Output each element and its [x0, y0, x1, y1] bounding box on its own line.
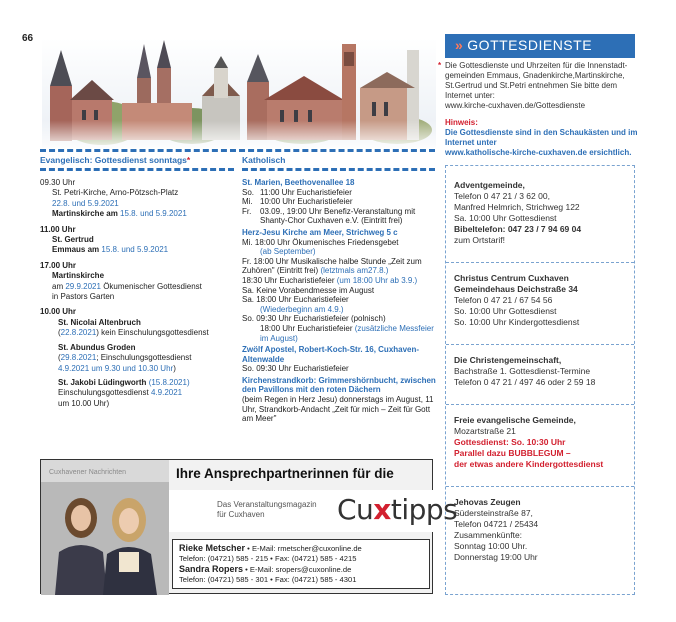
community-divider — [446, 262, 634, 263]
intro-url: www.kirche-cuxhaven.de/Gottesdienste — [445, 101, 586, 110]
community-line: Telefon 0 47 21 / 67 54 56 — [454, 295, 553, 305]
community-block — [454, 180, 626, 246]
mass-row: Mi. 10:00 Uhr Eucharistiefeier — [242, 197, 353, 207]
intro-body: Die Gottesdienste und Uhrzeiten für die Innenstadt-gemeinden Emmaus, Gnadenkirche,Martinskirche, St.Gertrud und St.Petri entnehmen Sie bitte dem Internet unter: — [445, 61, 628, 100]
service-line: St. Petri-Kirche, Arno-Pötzsch-Platz — [52, 188, 179, 198]
mass-row: Sa. Keine Vorabendmesse im August — [242, 285, 375, 295]
mass-row: 18:00 Uhr Eucharistiefeier (zusätzliche Messfeier im August) — [260, 323, 434, 343]
community-line: Gottesdienst: So. 10:30 Uhr — [454, 437, 566, 447]
contact-1: Rieke Metscher • E-Mail: rmetscher@cuxonline.de — [179, 543, 362, 553]
sign-text: Cuxhavener Nachrichten — [49, 469, 127, 476]
parish-section — [242, 345, 438, 374]
community-line: Zusammenkünfte: — [454, 530, 523, 540]
service-line: St. Jakobi Lüdingworth (15.8.2021) — [58, 377, 190, 387]
intro-text — [438, 61, 645, 111]
katholisch-column — [242, 178, 438, 426]
page-number: 66 — [22, 33, 34, 44]
community-line: zum Ortstarif! — [454, 235, 506, 245]
contact-1-phone: Telefon: (04721) 585 - 215 • Fax: (04721) 585 - 4215 — [179, 554, 357, 563]
service-dates: 22.8. und 5.9.2021 — [52, 198, 119, 208]
hint-body: Die Gottesdienste sind in den Schaukästen und im Internet unter www.katholische-kirche-cuxhaven.de ersichtlich. — [445, 128, 638, 157]
service-line: in Pastors Garten — [52, 292, 115, 302]
katholisch-divider — [242, 168, 435, 171]
service-line: St. Abundus Groden — [58, 342, 136, 352]
mass-row: So. 11:00 Uhr Eucharistiefeier — [242, 187, 352, 197]
service-block — [40, 261, 234, 303]
logo-brand: Cuxtipps — [337, 493, 458, 526]
service-line: Martinskirche — [52, 271, 105, 281]
community-line: Telefon 04721 / 25434 — [454, 519, 539, 529]
community-name: Adventgemeinde, — [454, 180, 525, 190]
mass-row: So. 09:30 Uhr Eucharistiefeier — [242, 364, 349, 374]
community-line: Sonntag 10:00 Uhr. — [454, 541, 528, 551]
service-line: am 29.9.2021 Ökumenischer Gottesdienst — [52, 281, 202, 291]
service-line: St. Nicolai Altenbruch — [58, 317, 141, 327]
churches-banner — [42, 38, 436, 148]
community-line: Bachstraße 1. Gottesdienst-Termine — [454, 366, 591, 376]
contact-2: Sandra Ropers • E-Mail: sropers@cuxonline.de — [179, 564, 352, 574]
contact-2-phone: Telefon: (04721) 585 - 301 • Fax: (04721) 585 - 4301 — [179, 575, 357, 584]
parish-section — [242, 376, 438, 424]
community-divider — [446, 486, 634, 487]
parish-name: St. Marien, Beethovenallee 18 — [242, 178, 355, 187]
mass-row: Fr. 03.09., 19:00 Uhr Benefiz-Veranstaltung mit Shanty-Chor Cuxhaven e.V. (Eintritt frei) — [242, 206, 416, 226]
service-line: St. Gertrud — [52, 235, 94, 245]
katholisch-header: Katholisch — [242, 155, 286, 165]
evangelisch-column — [40, 178, 234, 414]
community-line: Donnerstag 19:00 Uhr — [454, 552, 538, 562]
community-line: Bibeltelefon: 047 23 / 7 94 69 04 — [454, 224, 582, 234]
mass-row: Fr. 18:00 Uhr Musikalische halbe Stunde „Zeit zum Zuhören" (Eintritt frei) (letztmals am27.8.) — [242, 256, 422, 276]
service-line: Emmaus am 15.8. und 5.9.2021 — [52, 245, 169, 255]
intro-star: * — [438, 61, 442, 70]
service-line: Einschulungsgottesdienst 4.9.2021 — [58, 388, 183, 398]
cuxtipps-logo — [169, 490, 458, 532]
service-line: 4.9.2021 um 9.30 und 10.30 Uhr) — [58, 363, 176, 373]
mass-row: Sa. 18:00 Uhr Eucharistiefeier (Wiederbeginn am 4.9.) — [242, 295, 349, 314]
community-name: Jehovas Zeugen — [454, 497, 521, 507]
community-line: Sa. 10:00 Uhr Gottesdienst — [454, 213, 557, 223]
community-name: Freie evangelische Gemeinde, — [454, 415, 576, 425]
mass-row: (beim Regen in Herz Jesu) donnerstags im August, 11 Uhr, Strandkorb-Andacht „Zeit für mich – Zeit für Gott am Meer" — [242, 395, 434, 424]
evangelisch-divider — [40, 168, 234, 171]
community-block — [454, 415, 626, 470]
parish-name: Zwölf Apostel, Robert-Koch-Str. 16, Cuxhaven-Altenwalde — [242, 345, 420, 364]
communities-box — [445, 165, 635, 595]
community-line: Telefon 0 47 21 / 497 46 oder 2 59 18 — [454, 377, 596, 387]
parish-section — [242, 228, 438, 343]
logo-tagline: Das Veranstaltungsmagazin für Cuxhaven — [217, 500, 317, 519]
community-line: So. 10:00 Uhr Kindergottesdienst — [454, 317, 580, 327]
contacts-photo — [41, 460, 169, 595]
community-line: Telefon 0 47 21 / 3 62 00, — [454, 191, 550, 201]
parish-name: Kirchenstrandkorb: Grimmershörnbucht, zwischen den Pavillons mit den roten Dächern — [242, 375, 436, 395]
community-name: Die Christengemeinschaft, — [454, 355, 562, 365]
service-line: um 10.00 Uhr) — [58, 398, 110, 408]
churches-illustration — [42, 38, 436, 148]
section-title-bar — [445, 34, 635, 58]
community-block — [454, 355, 626, 388]
community-divider — [446, 344, 634, 345]
community-divider — [446, 404, 634, 405]
community-line: der etwas andere Kindergottesdienst — [454, 459, 604, 469]
advertisement — [40, 459, 458, 594]
service-time: 11.00 Uhr — [40, 224, 76, 234]
community-block — [454, 273, 626, 328]
contacts-box — [172, 539, 430, 589]
community-line: Südersteinstraße 87, — [454, 508, 533, 518]
service-time: 17.00 Uhr — [40, 260, 77, 270]
service-time: 10.00 Uhr — [40, 307, 77, 317]
ad-headline: Ihre Ansprechpartnerinnen für die — [176, 466, 394, 481]
hint-url: www.katholische-kirche-cuxhaven.de ersichtlich. — [445, 148, 632, 157]
community-line: Mozartstraße 21 — [454, 426, 516, 436]
mass-row: So. 09:30 Uhr Eucharistiefeier (polnisch) — [242, 314, 386, 324]
title-arrow-icon: » — [455, 37, 464, 53]
hint-box — [445, 118, 645, 158]
service-line: Martinskirche am 15.8. und 5.9.2021 — [52, 209, 187, 219]
parish-name: Herz-Jesu Kirche am Meer, Strichweg 5 c — [242, 227, 398, 237]
mass-row: 18:30 Uhr Eucharistiefeier (um 18:00 Uhr ab 3.9.) — [242, 275, 418, 285]
hint-title: Hinweis: — [445, 118, 478, 127]
mass-row: Mi. 18:00 Uhr Ökumenisches Friedensgebet (ab September) — [242, 237, 399, 257]
evangelisch-header: Evangelisch: Gottesdienst sonntags* — [40, 155, 191, 165]
service-time: 09.30 Uhr — [40, 178, 76, 187]
community-line: Manfred Helmrich, Strichweg 122 — [454, 202, 580, 212]
community-block — [454, 497, 626, 563]
service-block — [40, 225, 234, 256]
service-block — [40, 178, 234, 220]
service-line: (22.8.2021) kein Einschulungsgottesdienst — [58, 328, 209, 338]
service-block — [40, 307, 234, 409]
parish-section — [242, 178, 438, 226]
service-line: (29.8.2021; Einschulungsgottesdienst — [58, 353, 192, 363]
section-title: GOTTESDIENSTE — [467, 37, 593, 53]
community-line: Gemeindehaus Deichstraße 34 — [454, 284, 578, 294]
community-name: Christus Centrum Cuxhaven — [454, 273, 569, 283]
community-line: So. 10:00 Uhr Gottesdienst — [454, 306, 557, 316]
community-line: Parallel dazu BUBBLEGUM – — [454, 448, 571, 458]
top-divider — [40, 149, 435, 152]
two-women-illustration — [41, 460, 169, 595]
